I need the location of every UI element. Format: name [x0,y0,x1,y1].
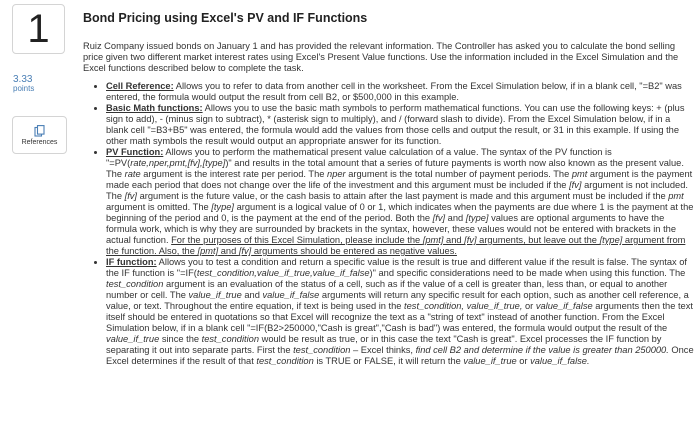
pv-text: argument is the future value, or the cash basis to attain after the last payment is made and this argument must be included if the [137,191,669,201]
intro-paragraph: Ruiz Company issued bonds on January 1 and has provided the relevant information. The Controller has asked you to calculate the bond selling price given two different market interest rates using Excel's Present Value functions. Use the information included in the Excel Simulation and the Excel functions described below to complete the task. [83,41,679,73]
pv-note-italic: [type] [599,235,623,245]
pv-text: argument is the total number of payment periods. The [345,169,572,179]
pv-text: and [445,213,466,223]
pv-note-italic: [fv] [464,235,477,245]
function-list [83,81,695,367]
pv-text: argument is a logical value of 0 or 1, which indicates when the payments are due where 1 is the payment at the beginning of the period and 0, is the payment at the end of the period. Both the [106,202,694,223]
references-button[interactable] [12,116,67,154]
pv-italic: [type] [211,202,234,212]
pv-italic: pmt [668,191,684,201]
if-italic: value_if_false [535,301,593,311]
pv-text: argument is the interest rate per period. The [140,169,328,179]
if-text: or [516,356,531,366]
pv-italic: [fv] [124,191,138,201]
pv-note-text: arguments, but leave out the [476,235,600,245]
pv-text: argument is omitted. The [106,202,212,212]
pv-italic: [fv] [432,213,446,223]
list-item-if-function [106,257,695,367]
if-text: arguments then the text itself should be entered in quotations so that Excel will recognize the text as a "string of text" instead of another function. From the Excel Simulation below, if in a blank cell "=IF(B2>250000,"Cash is great","Cash is bad") was entered, the formula would output the result of the [106,301,693,333]
term-pv-function: PV Function: [106,147,164,157]
if-text: would be result as true, or in this case the text "Cash is great". Excel processes the IF function by separating it out into separate parts. First the [106,334,662,355]
pv-text: values are optional arguments to have the formula work, which is why they are surrounded by brackets in the syntax, however, these values would not be entered with brackets in the actual function. [106,213,676,245]
pv-text: argument is the payment made each period that does not change over the life of the investment and this argument must be included if the [106,169,693,190]
if-text: Once Excel determines if the result of that [106,345,694,366]
if-italic: value_if_false. [530,356,590,366]
pv-note-text: For the purposes of this Excel Simulation, please include the [171,235,423,245]
page-title: Bond Pricing using Excel's PV and IF Functions [83,11,368,25]
pv-text: Allows you to perform the mathematical present value calculation of a value. The syntax of the PV function is "=PV( [106,147,612,168]
if-italic: value_if_false [262,290,320,300]
question-content [83,10,695,367]
pv-note-text: arguments should be entered as negative values. [251,246,457,256]
desc-basic-math: Allows you to use the basic math symbols to perform mathematical functions. You can use the following keys: + (plus sign to add), - (minus sign to subtract), * (asterisk sign to multiply), and / (forward slash to divide). From the Excel Simulation below, if in a blank cell "=B3+B5" was entered, the formula would add the values from those cells and output the result, or 31 in this example. If using the other math symbols the result would output an appropriate answer for its function. [106,103,685,146]
if-text: and [241,290,263,300]
term-if-function: IF function: [106,257,157,267]
pv-underlined-note [106,235,685,256]
list-item-basic-math [106,103,695,147]
if-text: arguments will return any specific result for each option, such as another cell reference, a value, or text. Throughout the entire equation, if text is being used in the [106,290,689,311]
question-number-text: 1 [27,6,50,51]
pv-italic: rate [124,169,141,179]
pv-note-italic: [pmt] [197,246,219,256]
points-indicator [13,75,53,93]
pv-text: argument is not included. The [106,180,688,201]
if-italic: find cell B2 and determine if the value is greater than 250000. [415,345,669,355]
if-italic: test_condition,value_if_true,value_if_false [196,268,370,278]
if-text: is TRUE or FALSE, it will return the [313,356,464,366]
points-value: 3.33 [13,74,33,85]
references-label: References [21,138,58,146]
pv-note-italic: [fv] [238,246,252,256]
if-italic: test_condition [293,345,351,355]
if-text: since the [159,334,202,344]
if-text: )" and specific considerations need to be made when using this function. The [369,268,686,278]
question-number [12,4,65,54]
term-cell-reference: Cell Reference: [106,81,174,91]
if-italic: test_condition, value_if_true, [404,301,523,311]
pv-italic: [fv] [569,180,582,190]
if-text: Allows you to test a condition and return a specific value is the result is true and different value if the result is false. The syntax of the IF function is "=IF( [106,257,687,278]
if-italic: test_condition [201,334,260,344]
list-item-cell-reference [106,81,695,103]
desc-cell-reference: Allows you to refer to data from another cell in the worksheet. From the Excel Simulation below, if in a blank cell, "=B2" was entered, the formula would output the result from cell B2, or $500,000 in this example. [106,81,682,102]
pv-note-text: argument from the function. Also, the [106,235,686,256]
pv-note-text: and [218,246,239,256]
if-italic: value_if_true [463,356,517,366]
points-label: points [13,84,35,93]
if-text: or [522,301,536,311]
if-text: – Excel thinks, [350,345,416,355]
pv-text: )" and results in the total amount that a series of future payments is worth now also known as the present value. The [106,158,684,179]
pv-italic: [type] [465,213,489,223]
pv-italic: rate,nper,pmt,[fv],[type] [130,158,226,168]
if-text: argument is an evaluation of the status of a cell, such as if the value of a cell is greater than, less than, or equal to another number or cell. The [106,279,668,300]
pv-note-text: and [443,235,465,245]
if-italic: value_if_true [188,290,242,300]
document-icon [34,125,45,137]
if-italic: value_if_true [106,334,160,344]
pv-note-italic: [pmt] [422,235,444,245]
pv-italic: pmt [571,169,588,179]
if-italic: test_condition [106,279,164,289]
list-item-pv-function [106,147,695,257]
term-basic-math: Basic Math functions: [106,103,203,113]
if-italic: test_condition [256,356,314,366]
pv-italic: nper [327,169,346,179]
